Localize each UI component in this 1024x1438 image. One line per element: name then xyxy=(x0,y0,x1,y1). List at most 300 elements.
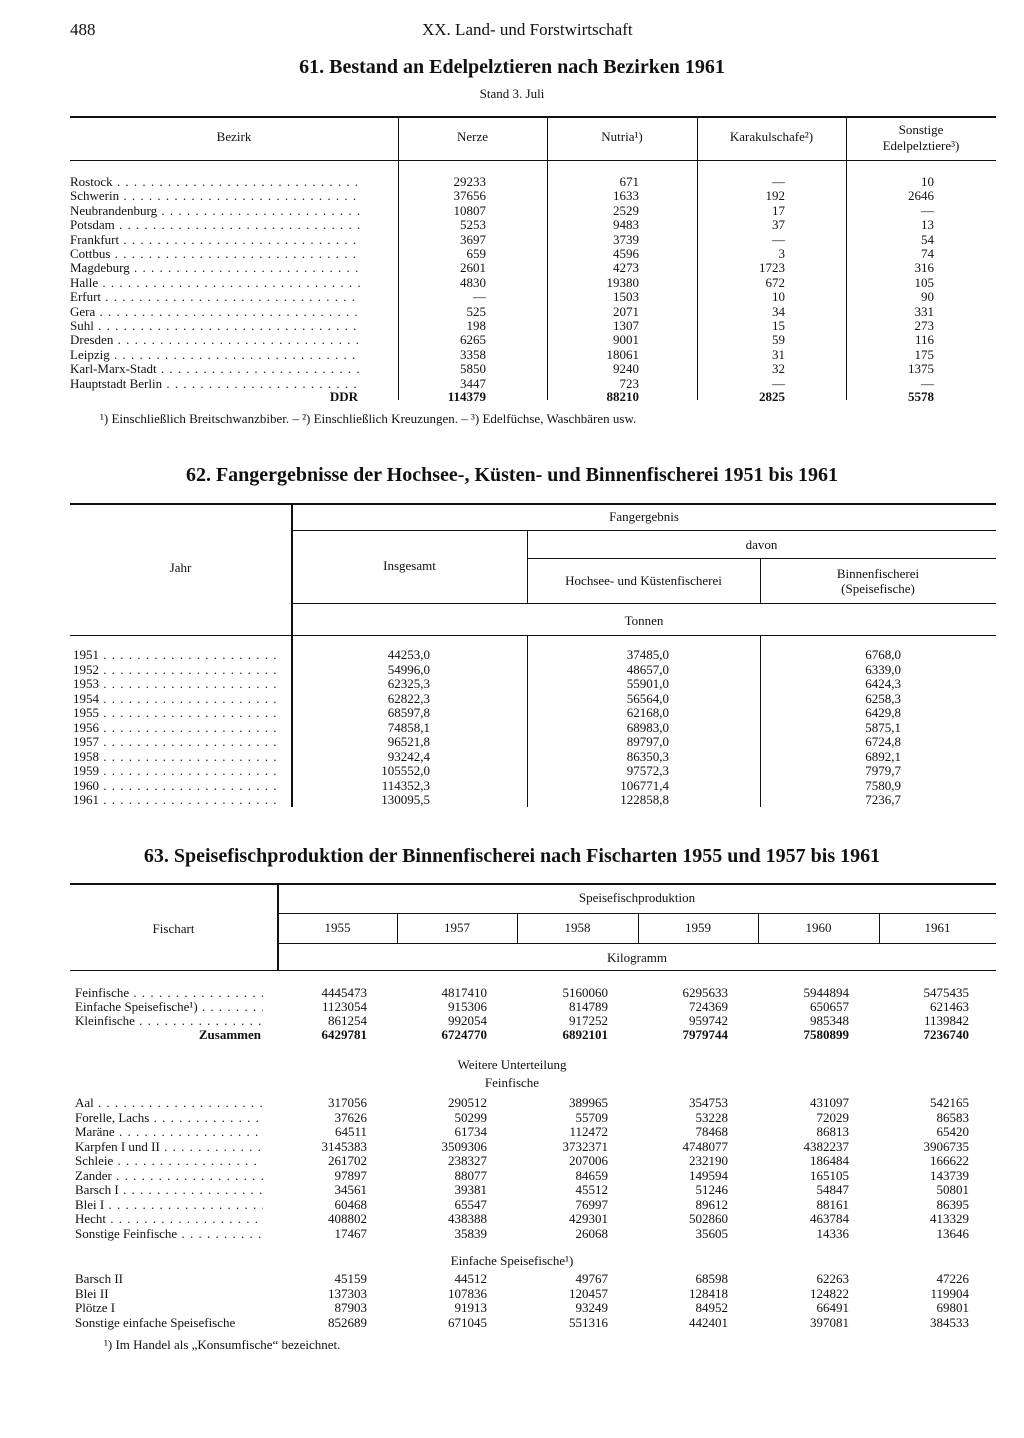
table-cell: 408802 xyxy=(328,1211,367,1226)
table-cell: 143739 xyxy=(930,1167,969,1183)
table-cell: 37626 xyxy=(334,1109,367,1125)
total-cell: 5578 xyxy=(908,389,934,404)
table-cell: 198 xyxy=(466,318,486,333)
table-cell: 10 xyxy=(772,289,785,305)
table-row xyxy=(0,175,1024,189)
table-cell: 1503 xyxy=(613,289,639,305)
table-row xyxy=(0,706,1024,720)
table-cell: 9483 xyxy=(613,217,639,233)
table-cell: 62325,3 xyxy=(387,676,430,691)
table-cell: 62822,3 xyxy=(387,690,430,706)
table-cell: 4748077 xyxy=(682,1138,728,1154)
table-cell: 1375 xyxy=(908,361,934,377)
table-row xyxy=(0,1169,1024,1183)
row-label: Halle . . . xyxy=(70,276,360,290)
table-cell: 165105 xyxy=(810,1167,849,1183)
row-label: Sonstige einfache Speisefische xyxy=(75,1314,236,1330)
table-cell: 389965 xyxy=(569,1095,608,1110)
table-cell: 54996,0 xyxy=(387,661,430,677)
table-cell: — xyxy=(772,231,785,247)
table-62-rule xyxy=(292,530,996,531)
table-63-rule xyxy=(278,943,996,944)
table-cell: 354753 xyxy=(689,1095,728,1110)
table-row xyxy=(0,1111,1024,1125)
row-label: Blei I . . . xyxy=(75,1198,263,1212)
table-cell: 1123054 xyxy=(321,999,367,1014)
table-cell: 671045 xyxy=(448,1314,487,1330)
table-cell: 68983,0 xyxy=(626,719,669,735)
table-row xyxy=(0,189,1024,203)
table-row xyxy=(0,779,1024,793)
table-row xyxy=(0,1301,1024,1315)
table-61-header-rule xyxy=(70,160,996,161)
table-cell: 3906735 xyxy=(923,1138,969,1154)
table-cell: 814789 xyxy=(569,999,608,1014)
table-cell: 442401 xyxy=(689,1314,728,1330)
col-header-insgesamt: Insgesamt xyxy=(383,558,436,573)
table-61-footnote: ¹) Einschließlich Breitschwanzbiber. – ²) Einschließlich Kreuzungen. – ³) Edelfüchse, Waschbären usw. xyxy=(100,411,637,426)
table-cell: 1139842 xyxy=(923,1013,969,1028)
table-cell: 90 xyxy=(921,289,934,305)
row-label: Potsdam . . . xyxy=(70,218,360,232)
table-cell: 78468 xyxy=(695,1124,728,1139)
table-cell: 3 xyxy=(778,246,785,261)
table-cell: 861254 xyxy=(328,1013,367,1028)
table-62-rule xyxy=(527,558,996,559)
table-cell: 18061 xyxy=(606,346,639,362)
table-cell: 6429,8 xyxy=(865,705,901,720)
row-label: Feinfische . . . xyxy=(75,986,263,1000)
table-cell: 238327 xyxy=(448,1153,487,1168)
table-cell: — xyxy=(772,375,785,391)
table-cell: 35605 xyxy=(695,1225,728,1241)
total-cell: 2825 xyxy=(759,389,785,404)
table-cell: 93249 xyxy=(575,1300,608,1315)
table-cell: 89612 xyxy=(695,1196,728,1212)
table-cell: 53228 xyxy=(695,1109,728,1125)
table-cell: 4382237 xyxy=(803,1138,849,1154)
table-cell: 6892101 xyxy=(562,1027,608,1042)
table-cell: 166622 xyxy=(930,1153,969,1168)
table-cell: 6768,0 xyxy=(865,647,901,662)
table-62-top-rule xyxy=(70,503,996,505)
table-cell: 207006 xyxy=(569,1153,608,1168)
row-label: Schleie . . . xyxy=(75,1154,263,1168)
table-cell: 290512 xyxy=(448,1095,487,1110)
col-header-hochsee: Hochsee- und Küstenfischerei xyxy=(565,573,722,588)
total-row xyxy=(0,1028,1024,1042)
table-cell: 2071 xyxy=(613,303,639,319)
table-cell: 35839 xyxy=(454,1225,487,1241)
table-cell: 724369 xyxy=(689,999,728,1014)
row-label: Zusammen xyxy=(198,1027,261,1042)
row-label: Schwerin . . . xyxy=(70,189,360,203)
row-label: 1951 . . . xyxy=(73,648,278,662)
table-cell: 88077 xyxy=(454,1167,487,1183)
table-cell: 463784 xyxy=(810,1211,849,1226)
table-cell: 317056 xyxy=(328,1095,367,1110)
row-label: Rostock . . . xyxy=(70,175,360,189)
table-cell: 7979744 xyxy=(682,1027,728,1042)
row-label: Karl-Marx-Stadt . . . xyxy=(70,362,360,376)
col-header-speisefischproduktion: Speisefischproduktion xyxy=(578,890,696,905)
page-header xyxy=(70,20,964,42)
table-cell: 5850 xyxy=(460,361,486,377)
table-cell: 621463 xyxy=(930,999,969,1014)
table-cell: 122858,8 xyxy=(620,792,669,807)
row-label: 1955 . . . xyxy=(73,706,278,720)
table-cell: 137303 xyxy=(328,1285,367,1301)
table-cell: 7979,7 xyxy=(865,763,901,778)
table-row xyxy=(0,677,1024,691)
table-cell: 37 xyxy=(772,217,785,233)
table-row xyxy=(0,1154,1024,1168)
row-label: 1961 . . . xyxy=(73,793,278,807)
table-cell: 86813 xyxy=(816,1124,849,1139)
table-row xyxy=(0,692,1024,706)
table-cell: 86350,3 xyxy=(626,748,669,764)
table-row xyxy=(0,986,1024,1000)
table-row xyxy=(0,377,1024,391)
table-63-header-rule xyxy=(70,970,996,971)
table-cell: 273 xyxy=(914,318,934,333)
table-63-top-rule xyxy=(70,883,996,885)
total-cell: 88210 xyxy=(606,389,639,404)
table-cell: 10 xyxy=(921,174,934,189)
col-header-karakulschafe: Karakulschafe²) xyxy=(729,129,814,144)
row-label: Neubrandenburg . . . xyxy=(70,204,360,218)
table-row xyxy=(0,348,1024,362)
table-cell: 7580899 xyxy=(803,1027,849,1042)
table-row xyxy=(0,1316,1024,1330)
table-row xyxy=(0,333,1024,347)
table-row xyxy=(0,276,1024,290)
row-label: 1958 . . . xyxy=(73,750,278,764)
table-cell: 56564,0 xyxy=(626,690,669,706)
table-63-footnote: ¹) Im Handel als „Konsumfische“ bezeichnet. xyxy=(104,1337,341,1352)
table-cell: 2646 xyxy=(908,188,934,204)
table-cell: 915306 xyxy=(448,999,487,1014)
table-cell: 3739 xyxy=(613,231,639,247)
table-cell: 4596 xyxy=(613,246,639,261)
total-cell: 114379 xyxy=(447,389,486,404)
table-cell: 6724770 xyxy=(441,1027,487,1042)
table-row xyxy=(0,1000,1024,1014)
table-cell: 4273 xyxy=(613,260,639,276)
table-row xyxy=(0,648,1024,662)
col-header-binnen-sub: (Speisefische) xyxy=(841,581,915,596)
row-label: Blei II xyxy=(75,1285,109,1301)
table-cell: 429301 xyxy=(569,1211,608,1226)
table-cell: 6265 xyxy=(460,332,486,348)
row-label: Kleinfische . . . xyxy=(75,1014,263,1028)
weitere-unterteilung-label: Weitere Unterteilung xyxy=(457,1057,567,1072)
table-cell: 34 xyxy=(772,303,785,319)
table-cell: 68598 xyxy=(695,1271,728,1286)
table-63-rule xyxy=(278,913,996,914)
table-cell: 7236,7 xyxy=(865,792,901,807)
table-cell: 17 xyxy=(772,202,785,218)
table-cell: 5160060 xyxy=(562,985,608,1000)
table-cell: 26068 xyxy=(575,1225,608,1241)
col-header-fangergebnis: Fangergebnis xyxy=(609,509,679,524)
table-cell: 50801 xyxy=(936,1182,969,1197)
table-cell: 61734 xyxy=(454,1124,487,1139)
table-cell: 62263 xyxy=(816,1271,849,1286)
table-cell: 6424,3 xyxy=(865,676,901,691)
table-cell: 88161 xyxy=(816,1196,849,1212)
table-cell: 29233 xyxy=(453,174,486,189)
table-cell: 97897 xyxy=(334,1167,367,1183)
row-label: 1957 . . . xyxy=(73,735,278,749)
table-cell: 91913 xyxy=(454,1300,487,1315)
table-cell: 68597,8 xyxy=(387,705,430,720)
table-cell: 331 xyxy=(914,303,934,319)
table-61-subtitle: Stand 3. Juli xyxy=(479,86,545,101)
table-row xyxy=(0,290,1024,304)
col-header-bezirk: Bezirk xyxy=(216,129,252,144)
table-cell: 96521,8 xyxy=(387,734,430,749)
table-cell: 397081 xyxy=(810,1314,849,1330)
table-cell: 54847 xyxy=(816,1182,849,1197)
table-cell: 3145383 xyxy=(321,1138,367,1154)
table-cell: 985348 xyxy=(810,1013,849,1028)
table-cell: 65547 xyxy=(454,1196,487,1212)
table-cell: 105552,0 xyxy=(381,763,430,778)
col-header-jahr: Jahr xyxy=(169,560,192,575)
table-row xyxy=(0,319,1024,333)
table-cell: 551316 xyxy=(569,1314,608,1330)
table-cell: 45159 xyxy=(334,1271,367,1286)
row-label: Dresden . . . xyxy=(70,333,360,347)
row-label: Leipzig . . . xyxy=(70,348,360,362)
row-label: Cottbus . . . xyxy=(70,247,360,261)
row-label: Gera . . . xyxy=(70,305,360,319)
table-cell: 65420 xyxy=(936,1124,969,1139)
table-cell: 852689 xyxy=(328,1314,367,1330)
table-cell: 3358 xyxy=(460,346,486,362)
table-cell: 34561 xyxy=(334,1182,367,1197)
table-cell: 13 xyxy=(921,217,934,233)
table-cell: 93242,4 xyxy=(387,748,430,764)
row-label: Hauptstadt Berlin . . . xyxy=(70,377,360,391)
table-cell: 1633 xyxy=(613,188,639,204)
table-cell: 44512 xyxy=(454,1271,487,1286)
table-cell: 261702 xyxy=(328,1153,367,1168)
table-cell: 659 xyxy=(466,246,486,261)
table-cell: 87903 xyxy=(334,1300,367,1315)
row-label: Barsch I . . . xyxy=(75,1183,263,1197)
table-cell: 66491 xyxy=(816,1300,849,1315)
table-row xyxy=(0,204,1024,218)
table-cell: 50299 xyxy=(454,1109,487,1125)
table-row xyxy=(0,1096,1024,1110)
table-row xyxy=(0,764,1024,778)
table-cell: 992054 xyxy=(448,1013,487,1028)
table-cell: 5944894 xyxy=(803,985,849,1000)
table-62-header-rule xyxy=(70,635,996,636)
einfache-section-label: Einfache Speisefische¹) xyxy=(450,1253,574,1268)
row-label: 1956 . . . xyxy=(73,721,278,735)
table-cell: 13646 xyxy=(936,1225,969,1241)
table-row xyxy=(0,750,1024,764)
table-cell: 86583 xyxy=(936,1109,969,1125)
table-cell: 917252 xyxy=(569,1013,608,1028)
table-cell: 60468 xyxy=(334,1196,367,1212)
table-cell: 120457 xyxy=(569,1285,608,1301)
table-cell: 130095,5 xyxy=(381,792,430,807)
table-row xyxy=(0,362,1024,376)
table-61-total-row xyxy=(0,390,1024,404)
table-cell: 672 xyxy=(765,274,785,290)
table-cell: 32 xyxy=(772,361,785,377)
table-cell: 10807 xyxy=(453,202,486,218)
table-cell: 105 xyxy=(914,274,934,290)
col-header-fischart: Fischart xyxy=(152,921,195,936)
unit-tonnen: Tonnen xyxy=(624,613,664,628)
col-header-binnen: Binnenfischerei xyxy=(836,566,920,581)
row-label: Sonstige Feinfische . . . xyxy=(75,1227,263,1241)
table-cell: 31 xyxy=(772,346,785,362)
table-row xyxy=(0,247,1024,261)
row-label: Frankfurt . . . xyxy=(70,233,360,247)
col-header-nerze: Nerze xyxy=(456,129,489,144)
table-cell: 119904 xyxy=(930,1285,969,1301)
table-cell: 37485,0 xyxy=(626,647,669,662)
table-cell: 69801 xyxy=(936,1300,969,1315)
table-cell: 149594 xyxy=(689,1167,728,1183)
table-cell: 106771,4 xyxy=(620,777,669,793)
table-cell: 62168,0 xyxy=(626,705,669,720)
table-row xyxy=(0,721,1024,735)
table-61-top-rule xyxy=(70,116,996,118)
table-cell: 438388 xyxy=(448,1211,487,1226)
table-cell: 15 xyxy=(772,318,785,333)
table-row xyxy=(0,663,1024,677)
table-row xyxy=(0,1183,1024,1197)
table-cell: — xyxy=(921,375,934,391)
table-cell: 114352,3 xyxy=(381,777,430,793)
row-label: Maräne . . . xyxy=(75,1125,263,1139)
table-cell: 2529 xyxy=(613,202,639,218)
table-cell: 84659 xyxy=(575,1167,608,1183)
col-header-sonstige: Sonstige xyxy=(898,122,944,137)
table-cell: 6429781 xyxy=(321,1027,367,1042)
table-cell: 124822 xyxy=(810,1285,849,1301)
table-cell: 5475435 xyxy=(923,985,969,1000)
row-label: 1953 . . . xyxy=(73,677,278,691)
table-cell: 59 xyxy=(772,332,785,348)
table-cell: 413329 xyxy=(930,1211,969,1226)
table-cell: 186484 xyxy=(810,1153,849,1168)
table-cell: 3732371 xyxy=(562,1138,608,1154)
page-number: 488 xyxy=(70,20,96,39)
table-cell: 542165 xyxy=(930,1095,969,1110)
table-cell: 3509306 xyxy=(441,1138,487,1154)
table-cell: — xyxy=(772,174,785,189)
col-header-year: 1959 xyxy=(685,920,711,935)
table-62-rule xyxy=(292,603,996,604)
table-cell: 3447 xyxy=(460,375,486,391)
row-label: Einfache Speisefische¹) . . . xyxy=(75,1000,263,1014)
table-cell: 84952 xyxy=(695,1300,728,1315)
table-cell: 4445473 xyxy=(321,985,367,1000)
table-row xyxy=(0,218,1024,232)
table-row xyxy=(0,1125,1024,1139)
table-cell: 1723 xyxy=(759,260,785,276)
table-cell: 4817410 xyxy=(441,985,487,1000)
table-cell: 55709 xyxy=(575,1109,608,1125)
row-label: 1959 . . . xyxy=(73,764,278,778)
table-cell: — xyxy=(473,289,486,305)
table-cell: 6724,8 xyxy=(865,734,901,749)
table-row xyxy=(0,1272,1024,1286)
table-cell: 6339,0 xyxy=(865,661,901,677)
row-label: 1952 . . . xyxy=(73,663,278,677)
table-cell: 74 xyxy=(921,246,934,261)
table-cell: 316 xyxy=(914,260,934,276)
unit-kilogramm: Kilogramm xyxy=(607,950,667,965)
table-cell: 2601 xyxy=(460,260,486,276)
table-cell: 6295633 xyxy=(682,985,728,1000)
table-row xyxy=(0,1014,1024,1028)
table-cell: 51246 xyxy=(695,1182,728,1197)
table-cell: 9001 xyxy=(613,332,639,348)
table-cell: 723 xyxy=(619,375,639,391)
table-row xyxy=(0,735,1024,749)
table-cell: 650657 xyxy=(810,999,849,1014)
table-cell: 74858,1 xyxy=(387,719,430,735)
table-cell: 6258,3 xyxy=(865,690,901,706)
row-label: Aal . . . xyxy=(75,1096,263,1110)
row-label: Hecht . . . xyxy=(75,1212,263,1226)
feinfische-section-label: Feinfische xyxy=(484,1075,540,1090)
table-row xyxy=(0,1227,1024,1241)
row-label: 1960 . . . xyxy=(73,779,278,793)
row-label: Forelle, Lachs . . . xyxy=(75,1111,263,1125)
table-cell: 17467 xyxy=(334,1225,367,1241)
table-row xyxy=(0,1198,1024,1212)
chapter-title: XX. Land- und Forstwirtschaft xyxy=(422,20,633,39)
table-cell: 39381 xyxy=(454,1182,487,1197)
table-row xyxy=(0,261,1024,275)
table-cell: 44253,0 xyxy=(387,647,430,662)
table-cell: 431097 xyxy=(810,1095,849,1110)
table-cell: 1307 xyxy=(613,318,639,333)
table-cell: 76997 xyxy=(575,1196,608,1212)
table-cell: 5875,1 xyxy=(865,719,901,735)
row-label: Erfurt . . . xyxy=(70,290,360,304)
col-header-nutria: Nutria¹) xyxy=(601,129,643,144)
table-cell: 112472 xyxy=(569,1124,608,1139)
table-cell: 48657,0 xyxy=(626,661,669,677)
table-cell: — xyxy=(921,202,934,218)
col-header-year: 1960 xyxy=(805,920,832,935)
table-cell: 19380 xyxy=(606,274,639,290)
table-cell: 128418 xyxy=(689,1285,728,1301)
table-cell: 72029 xyxy=(816,1109,849,1125)
row-label: Suhl . . . xyxy=(70,319,360,333)
table-cell: 47226 xyxy=(936,1271,969,1286)
table-cell: 37656 xyxy=(453,188,486,204)
table-cell: 6892,1 xyxy=(865,748,901,764)
table-cell: 5253 xyxy=(460,217,486,233)
row-label: 1954 . . . xyxy=(73,692,278,706)
table-cell: 49767 xyxy=(575,1271,608,1286)
table-cell: 54 xyxy=(921,231,934,247)
table-row xyxy=(0,233,1024,247)
table-cell: 175 xyxy=(914,346,934,362)
